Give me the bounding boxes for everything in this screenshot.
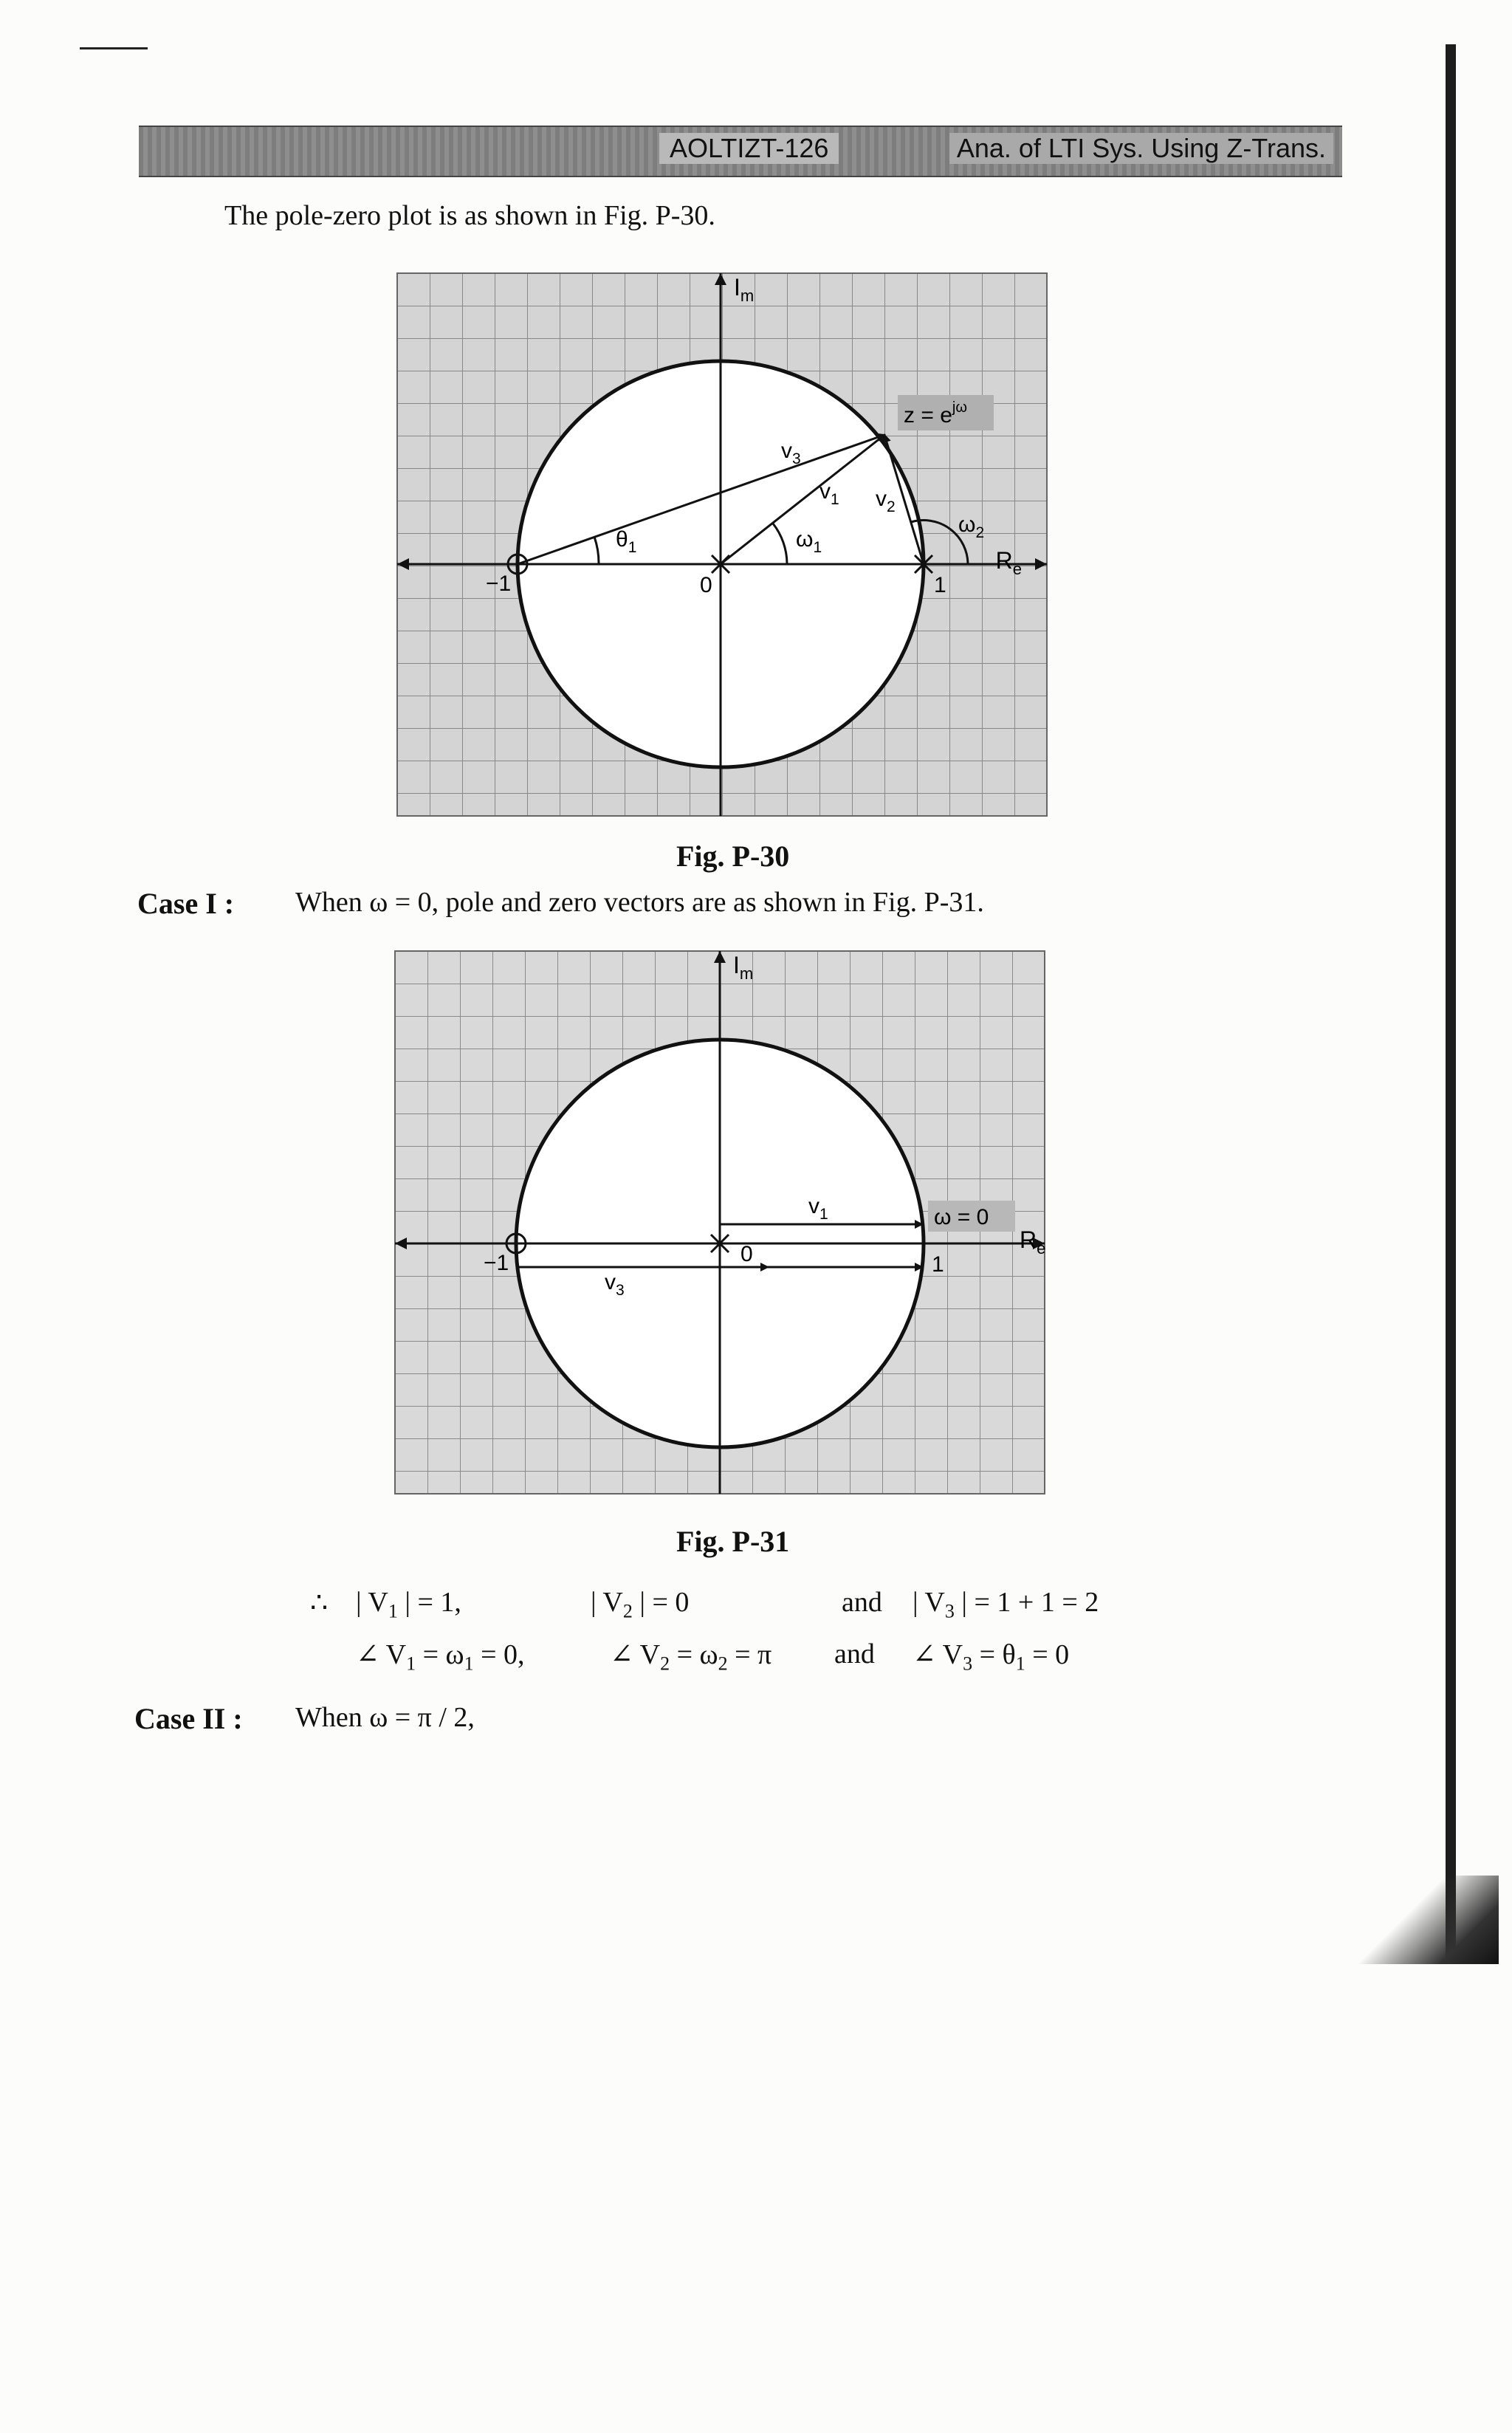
therefore-symbol: ∴ — [310, 1588, 329, 1619]
header-code: AOLTIZT-126 — [659, 133, 839, 164]
v1-label: $v_1$ — [819, 479, 839, 508]
eq-abs-v2: | $V_2$ | = 0 — [591, 1587, 690, 1622]
case1-label: Case I : — [137, 887, 235, 920]
origin-label: 0 — [700, 573, 712, 597]
one-label: 1 — [934, 573, 946, 597]
fig-p31-caption: Fig. P-31 — [676, 1525, 790, 1558]
top-rule — [80, 47, 148, 49]
v1-label: $v_1$ — [808, 1194, 828, 1223]
case2-text: When ω = π / 2, — [295, 1702, 475, 1733]
one-label: 1 — [932, 1252, 944, 1277]
header-title: Ana. of LTI Sys. Using Z-Trans. — [949, 133, 1333, 164]
case1-text: When ω = 0, pole and zero vectors are as shown in Fig. P-31. — [295, 887, 984, 918]
eq-and-1: and — [842, 1587, 882, 1618]
case2-label: Case II : — [134, 1702, 243, 1735]
fig-p30-caption: Fig. P-30 — [676, 840, 790, 873]
theta1-label: $\theta_1$ — [616, 527, 637, 556]
omega2-label: $\omega_2$ — [958, 512, 985, 541]
eq-abs-v3: | $V_3$ | = 1 + 1 = 2 — [913, 1587, 1099, 1622]
v3-label: $v_3$ — [605, 1270, 625, 1299]
eq-and-2: and — [834, 1638, 875, 1670]
re-label: $R_e$ — [995, 547, 1022, 578]
im-label: $I_m$ — [733, 952, 754, 983]
z-eq-label: $z = e^{j\omega}$ — [904, 399, 967, 428]
figure-p30-svg — [397, 273, 1047, 816]
eq-abs-v1: | $V_1$ | = 1, — [356, 1587, 461, 1622]
eq-angle-v3: ∠ $V_3 = \theta_1 = 0$ — [913, 1639, 1070, 1675]
figure-p31 — [395, 951, 1045, 1494]
omega0-label: ω = 0 — [934, 1205, 989, 1229]
origin-label: 0 — [740, 1242, 753, 1266]
eq-angle-v1: ∠ $V_1 = \omega_1 = 0$, — [356, 1639, 525, 1675]
eq-angle-v2: ∠ $V_2 = \omega_2 = \pi$ — [610, 1639, 772, 1675]
im-label: $I_m$ — [734, 274, 755, 305]
page-header — [139, 126, 1342, 177]
omega1-label: $\omega_1$ — [796, 527, 822, 556]
binding-spine — [1446, 44, 1456, 1964]
figure-p30 — [397, 273, 1047, 816]
intro-text: The pole-zero plot is as shown in Fig. P-30. — [224, 200, 715, 231]
v2-label: $v_2$ — [876, 487, 896, 515]
figure-p31-svg — [395, 951, 1045, 1494]
v3-label: $v_3$ — [781, 439, 801, 467]
binding-shadow — [1351, 1876, 1499, 1964]
minus-one-label: −1 — [486, 572, 512, 596]
re-label: $R_e$ — [1020, 1226, 1046, 1257]
minus-one-label: −1 — [484, 1251, 509, 1275]
